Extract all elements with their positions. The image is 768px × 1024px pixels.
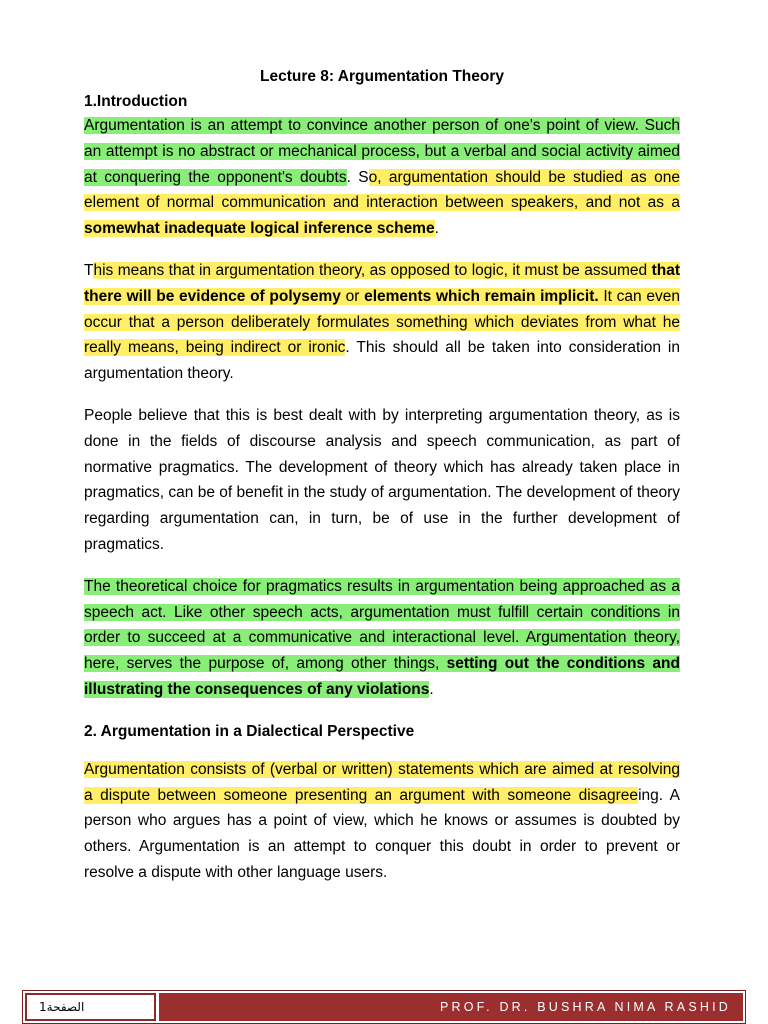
document-body (84, 66, 680, 902)
paragraph-2 (84, 258, 680, 387)
paragraph-3: People believe that this is best dealt with by interpreting argumentation theory, as is done in the fields of discourse analysis and speech communication, as part of normative pragmatics. The development of theory which has already taken place in pragmatics, can be of benefit in the study of argumentation. The development of theory regarding argumentation can, in turn, be of use in the further development of pragmatics. (84, 406, 680, 553)
text-run: It can even occur that a person deliberately formulates something which deviates from what he really means, being indirect or ironic (84, 287, 680, 357)
page-title: Lecture 8: Argumentation Theory (259, 68, 504, 85)
text-run: ing. A person who argues has a point of view, which he knows or assumes is doubted by others. Argumentation is an attempt to conquer this doubt in order to prevent or resolve a dispute with other language users. (84, 786, 681, 881)
paragraph-5 (84, 757, 680, 886)
bold-phrase: that there will be evidence of polysemy (84, 261, 680, 305)
text-run: . This should all be taken into consideration in argumentation theory. (84, 339, 680, 383)
bold-phrase: somewhat inadequate logical inference scheme (84, 220, 435, 238)
bold-phrase: elements which remain implicit. (364, 287, 599, 305)
page-number-label: الصفحة1 (25, 993, 156, 1021)
highlight-green: Argumentation is an attempt to convince another person of one's point of view. Such an attempt is no abstract or mechanical process, but a verbal and social activity aimed at conquering the opponent's doubts (84, 117, 680, 186)
text-run: T (84, 261, 94, 279)
text-run: or (340, 287, 365, 305)
footer-author: PROF. DR. BUSHRA NIMA RASHID (159, 993, 743, 1021)
section-heading-introduction: 1.Introduction (84, 93, 188, 110)
paragraph-4 (84, 574, 680, 703)
section-heading-dialectical: 2. Argumentation in a Dialectical Perspective (84, 722, 415, 740)
page-footer (22, 990, 746, 1024)
text-run: . (434, 220, 439, 238)
text-run: . S (346, 168, 369, 186)
highlight-yellow: Argumentation consists of (verbal or written) statements which are aimed at resolving a dispute between someone presenting an argument with someone disagree (84, 760, 680, 804)
text-run: his means that in argumentation theory, as opposed to logic, it must be assumed (93, 261, 652, 279)
highlight-green (84, 578, 680, 698)
text-run: o, argumentation should be studied as one element of normal communication and interaction between speakers, and not as a (84, 168, 681, 212)
bold-phrase: setting out the conditions and illustrating the consequences of any violations (84, 655, 680, 698)
text-run: The theoretical choice for pragmatics results in argumentation being approached as a speech act. Like other speech acts, argumentation must fulfill certain conditions in order to succeed at a communicative and interactional level. Argumentation theory, here, serves the purpose of, among other things, (84, 577, 680, 673)
text-run: . (429, 680, 434, 698)
paragraph-1 (84, 113, 680, 242)
